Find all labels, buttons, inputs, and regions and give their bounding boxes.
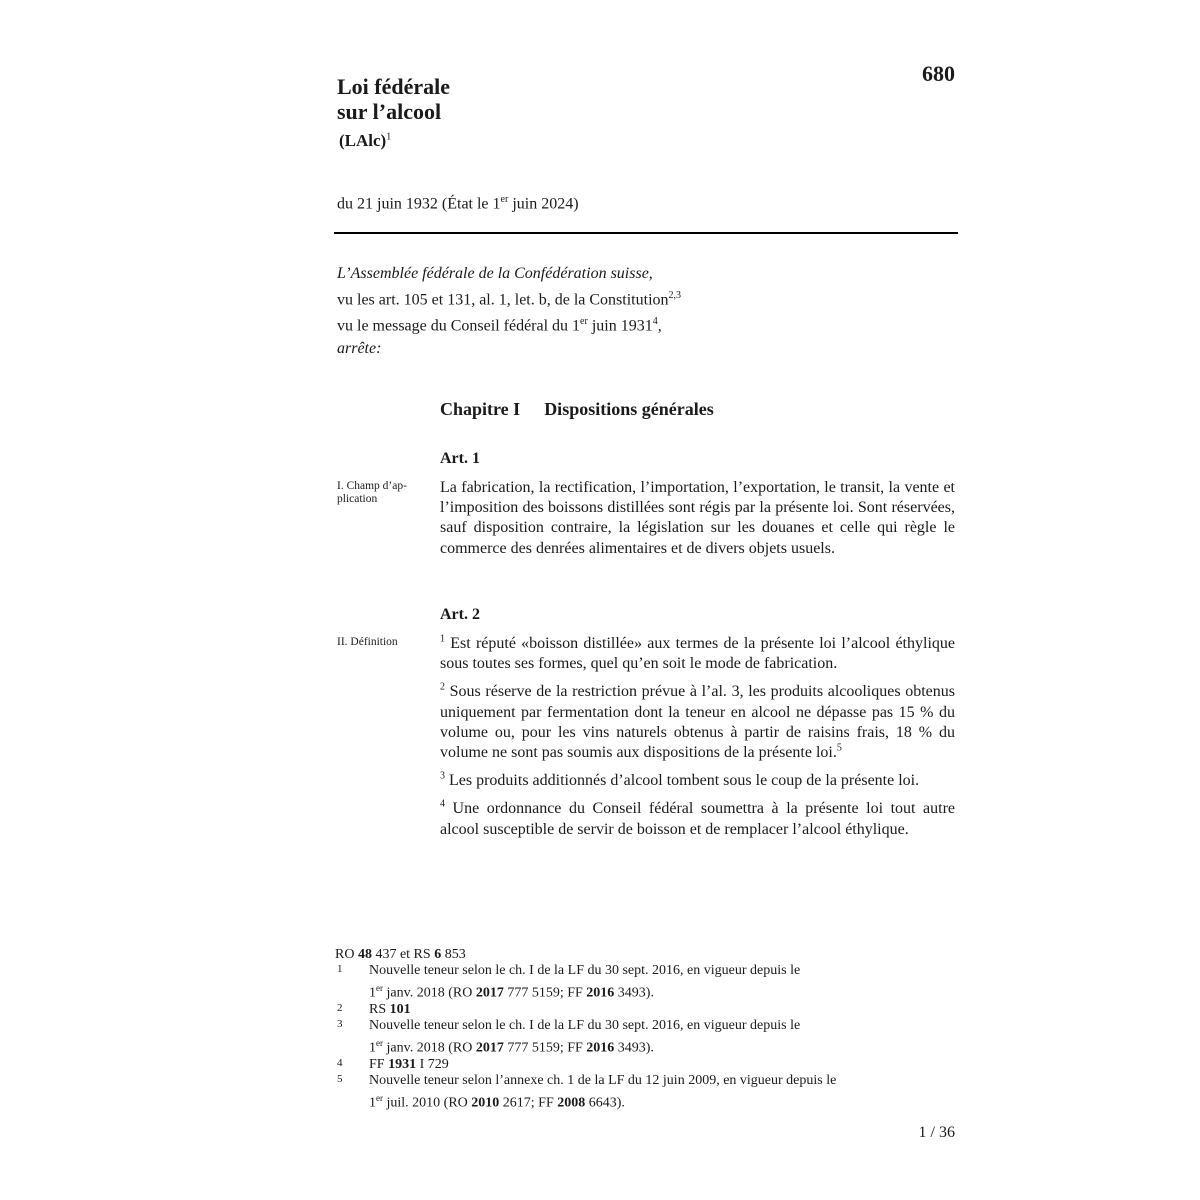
date-superscript: er <box>500 194 509 205</box>
fn-text: 853 <box>441 947 466 962</box>
paragraph-text: Est réputé «boisson distillée» aux termes de la présente loi l’alcool éthylique sous toutes ses formes, quel qu’en soit le mode de fabrication. <box>440 635 955 673</box>
fn-bold: 2017 <box>475 985 504 1001</box>
paragraph-text: Sous réserve de la restriction prévue à l’al. 3, les produits alcooliques obtenus uniquement par fermentation dont la teneur en alcool ne dépasse pas 15 % du volume ou, pour les vins naturels obtenus à partir de raisins frais, 18 % du volume ne sont pas soumis aux dispositions de la présente loi. <box>440 683 955 762</box>
paragraph-number: 1 <box>440 633 445 645</box>
article-2-title: Art. 2 <box>440 606 480 623</box>
paragraph-text: Une ordonnance du Conseil fédéral soumettra à la présente loi tout autre alcool susceptible de servir de boisson et de remplacer l’alcool éthylique. <box>440 800 955 838</box>
preamble-assembly: L’Assemblée fédérale de la Confédération suisse, <box>337 265 653 282</box>
fn-text: 437 et RS <box>371 947 435 962</box>
vu-message-superscript: er <box>580 316 588 328</box>
paragraph-number: 2 <box>440 682 445 694</box>
footnote-ro <box>335 947 955 963</box>
footnote-1 <box>335 963 955 1001</box>
fn-text: 1 <box>369 985 376 1001</box>
fn-text: FF <box>369 1056 389 1072</box>
fn-text: RO <box>335 947 358 962</box>
chapter-label: Chapitre I <box>440 399 521 419</box>
abbr-text: (LAlc) <box>339 131 387 150</box>
footnote-ref-5[interactable]: 5 <box>836 742 842 754</box>
fn-text: 777 5159; FF <box>503 1040 587 1056</box>
footnote-4 <box>335 1057 955 1073</box>
fn-sup: er <box>376 1037 383 1048</box>
date-text-end: juin 2024) <box>508 195 579 213</box>
fn-text: 6643). <box>585 1095 625 1111</box>
fn-bold: 48 <box>357 947 372 962</box>
article-1-title: Art. 1 <box>440 450 480 467</box>
footnote-3 <box>335 1018 955 1056</box>
fn-sup: er <box>376 982 383 993</box>
fn-line <box>369 1090 955 1112</box>
footnote-ref-1[interactable]: 1 <box>386 131 392 143</box>
document-title <box>337 74 450 124</box>
preamble <box>337 263 957 360</box>
article-2-paragraph-2 <box>440 682 955 763</box>
vu-message-text: vu le message du Conseil fédéral du 1 <box>337 317 581 335</box>
header-divider <box>334 232 958 234</box>
fn-sup: er <box>376 1092 383 1103</box>
article-2-body <box>440 634 955 848</box>
footnote-number: 4 <box>337 1056 343 1069</box>
fn-text: Nouvelle teneur selon le ch. I de la LF du 30 sept. 2016, en vigueur depuis le <box>369 1018 801 1034</box>
fn-bold: 2010 <box>471 1095 500 1111</box>
chapter-title: Dispositions générales <box>544 399 714 419</box>
paragraph-number: 4 <box>440 799 445 811</box>
document-number: 680 <box>922 61 955 86</box>
article-2-paragraph-3 <box>440 771 955 791</box>
footnote-ref-4[interactable]: 4 <box>652 316 658 328</box>
fn-line <box>369 1057 955 1073</box>
article-1-margin-note: I. Champ d’ap- plication <box>337 480 407 505</box>
fn-bold: 2017 <box>475 1040 504 1056</box>
fn-text: 3493). <box>614 1040 654 1056</box>
law-abbreviation <box>339 131 391 151</box>
fn-text: Nouvelle teneur selon l’annexe ch. 1 de la LF du 12 juin 2009, en vigueur depuis le <box>369 1073 837 1089</box>
fn-text: 1 <box>369 1095 376 1111</box>
fn-text: janv. 2018 (RO <box>383 1040 476 1056</box>
fn-text: 3493). <box>614 985 654 1001</box>
fn-text: juil. 2010 (RO <box>383 1095 472 1111</box>
fn-text: 1 <box>369 1040 376 1056</box>
paragraph-number: 3 <box>440 770 445 782</box>
article-2-paragraph-1 <box>440 634 955 674</box>
fn-text: janv. 2018 (RO <box>383 985 476 1001</box>
fn-text: 777 5159; FF <box>503 985 587 1001</box>
date-text: du 21 juin 1932 (État le 1 <box>337 195 501 213</box>
fn-line <box>369 1035 955 1057</box>
fn-bold: 1931 <box>388 1056 417 1072</box>
fn-bold: 6 <box>434 947 442 962</box>
paragraph-text: Les produits additionnés d’alcool tombent sous le coup de la présente loi. <box>445 772 920 790</box>
title-line-1: Loi fédérale <box>337 74 451 99</box>
fn-text: 2617; FF <box>499 1095 558 1111</box>
footnote-number: 2 <box>337 1001 343 1014</box>
footnote-number: 3 <box>337 1018 343 1031</box>
preamble-vu-message <box>337 311 957 337</box>
vu-constitution-text: vu les art. 105 et 131, al. 1, let. b, de la Constitution <box>337 291 669 309</box>
footnote-ref-2-3[interactable]: 2,3 <box>668 290 682 301</box>
article-2-paragraph-4 <box>440 799 955 839</box>
title-line-2: sur l’alcool <box>337 99 442 124</box>
fn-bold: 2016 <box>586 1040 615 1056</box>
article-1-text: La fabrication, la rectification, l’importation, l’exportation, le transit, la vente et l’imposition des boissons distillées sont régis par la présente loi. Sont réservées, sauf disposition contraire, la législation sur les douanes et celle qui règle le commerce des denrées alimentaires et de divers objets usuels. <box>440 479 955 557</box>
vu-message-text-end: juin 1931 <box>587 317 653 335</box>
chapter-heading <box>440 399 714 420</box>
preamble-vu-constitution <box>337 285 957 311</box>
footnotes <box>335 947 955 1112</box>
fn-line <box>369 1002 955 1018</box>
fn-bold: 2016 <box>586 985 615 1001</box>
footnote-number: 5 <box>337 1073 343 1086</box>
footnote-number: 1 <box>337 963 343 976</box>
document-date <box>337 194 579 213</box>
footnote-5 <box>335 1073 955 1111</box>
fn-text: I 729 <box>416 1056 449 1072</box>
fn-line <box>369 980 955 1002</box>
fn-bold: 101 <box>389 1001 411 1017</box>
footnote-2 <box>335 1002 955 1018</box>
preamble-arrete: arrête: <box>337 339 382 357</box>
fn-text: Nouvelle teneur selon le ch. I de la LF du 30 sept. 2016, en vigueur depuis le <box>369 963 801 979</box>
fn-text: RS <box>369 1001 390 1017</box>
page-number: 1 / 36 <box>918 1124 955 1141</box>
vu-message-comma: , <box>657 317 662 335</box>
fn-bold: 2008 <box>557 1095 586 1111</box>
article-2-margin-note: II. Définition <box>337 636 398 648</box>
